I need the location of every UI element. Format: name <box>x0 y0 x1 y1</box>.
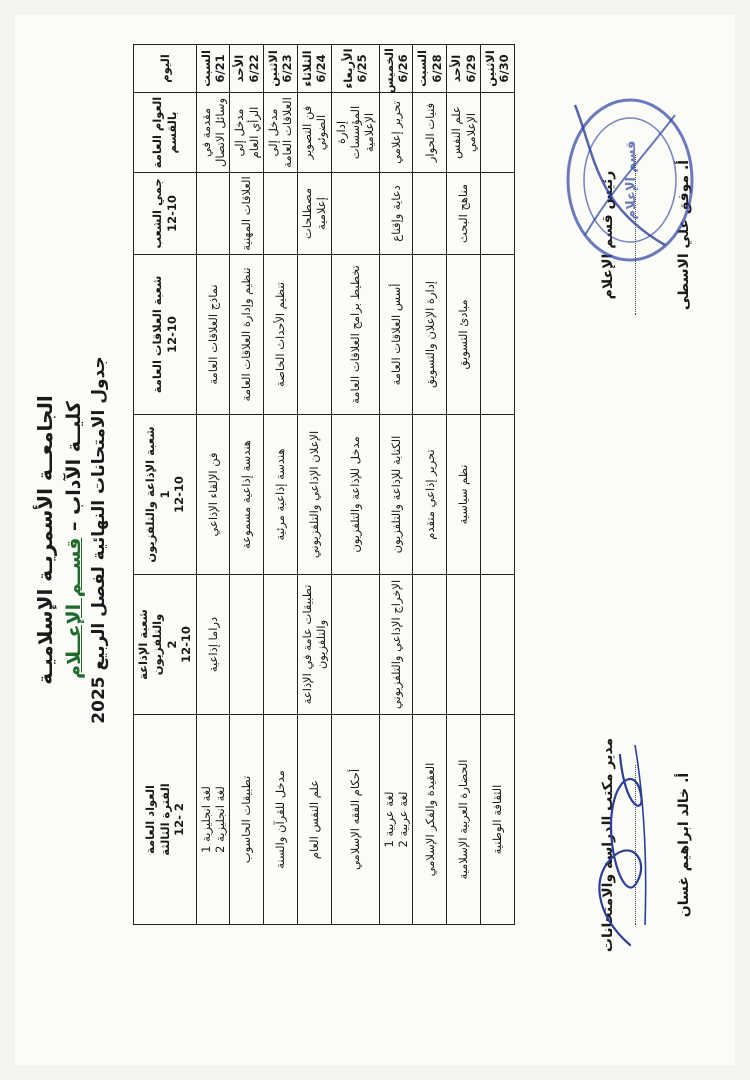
course-cell <box>297 255 331 415</box>
course-cell <box>413 575 447 715</box>
course-cell: مقدمة في وسائل الاتصال <box>196 93 230 173</box>
university-name: الجامعــة الأسمريـة الإسلاميـة <box>33 395 57 685</box>
course-cell: الكتابة للإذاعة والتلفزيون <box>379 415 413 575</box>
stamp-text: قسم الإعلام <box>624 140 639 220</box>
column-header <box>134 575 197 715</box>
department-name: قســم الإعــلام <box>63 537 85 679</box>
day-date: 6/30 <box>497 54 512 83</box>
course-cell <box>413 173 447 255</box>
course-cell <box>447 575 481 715</box>
column-header <box>134 45 197 93</box>
course-cell: مدخل إلى الرأي العام <box>230 93 264 173</box>
course-cell <box>480 415 514 575</box>
column-header-line: 12-10 <box>164 195 179 232</box>
head-title: رئيس قسم الإعلام <box>600 170 616 300</box>
table-body <box>196 45 514 925</box>
director-title: مدير مكتب الدراسة والامتحانات <box>600 737 616 953</box>
department-stamp <box>555 85 705 275</box>
course-cell: هندسة إذاعية مرئية <box>264 415 298 575</box>
column-header-line: العوام العامة <box>150 96 165 169</box>
course-cell: الثقافة الوطنية <box>480 715 514 925</box>
column-header-line: 2 -12 <box>171 803 186 836</box>
course-cell: الإعلان الإذاعي والتلفزيوني <box>297 415 331 575</box>
column-header-line: 12-10 <box>171 476 186 513</box>
column-header-line: 12-10 <box>164 316 179 353</box>
course-cell: علم النفس العام <box>297 715 331 925</box>
course-cell <box>480 575 514 715</box>
course-cell: مدخل للقرآن والسنة <box>264 715 298 925</box>
course-cell: فنيات الحوار <box>413 93 447 173</box>
day-date: 6/24 <box>314 54 329 83</box>
day-cell <box>264 45 298 93</box>
day-cell <box>480 45 514 93</box>
column-header-line: 12-10 <box>179 626 194 663</box>
course-cell: مصطلحات إعلامية <box>297 173 331 255</box>
course-cell: تخطيط برامج العلاقات العامة <box>331 255 379 415</box>
course-cell: دراما إذاعية <box>196 575 230 715</box>
day-name: الاثنين <box>482 50 497 87</box>
day-name: الاثنين <box>266 50 280 87</box>
course-cell <box>331 575 379 715</box>
day-cell <box>413 45 447 93</box>
course-cell: تحرير إعلامي <box>379 93 413 173</box>
day-name: الخميس <box>381 48 396 94</box>
column-header-line: شعبة الإذاعة والتلفزيون <box>136 609 165 680</box>
day-cell <box>379 45 413 93</box>
course-cell: تطبيقات عامة في الإذاعة والتلفزيون <box>297 575 331 715</box>
column-header-line: بالقسم <box>164 111 179 154</box>
table-row <box>480 45 514 925</box>
column-header-line: 1 <box>157 490 172 499</box>
day-name: الأربعاء <box>340 48 355 89</box>
course-cell <box>480 93 514 173</box>
course-cell: الإخراج الإذاعي والتلفزيوني <box>379 575 413 715</box>
course-cell: لغة انجليزية 1 لغة انجليزية 2 <box>196 715 230 925</box>
course-cell <box>264 575 298 715</box>
day-name: الثلاثاء <box>299 50 314 87</box>
course-cell: الحضارة العربية الإسلامية <box>447 715 481 925</box>
day-cell <box>230 45 264 93</box>
course-cell: أحكام الفقه الإسلامي <box>331 715 379 925</box>
course-cell: تنظيم الأحداث الخاصة <box>264 255 298 415</box>
course-cell: العلاقات المهنية <box>230 173 264 255</box>
day-cell <box>447 45 481 93</box>
day-date: 6/21 <box>212 54 227 83</box>
day-date: 6/22 <box>246 54 261 83</box>
table-row <box>196 45 230 925</box>
day-name: السبت <box>198 50 213 87</box>
course-cell <box>331 173 379 255</box>
day-name: الأحد <box>232 54 247 83</box>
course-cell: تطبيقات الحاسوب <box>230 715 264 925</box>
document-title: جدول الامتحانات النهائية لفصل الربيع 2025 <box>89 356 109 724</box>
table-row <box>331 45 379 925</box>
day-cell <box>297 45 331 93</box>
course-cell <box>230 575 264 715</box>
column-header-line: الفترة الثالثة <box>157 783 172 856</box>
day-date: 6/26 <box>396 54 410 83</box>
course-cell: نظم سياسية <box>447 415 481 575</box>
course-cell: إدارة الإعلان والتسويق <box>413 255 447 415</box>
course-cell: علم النفس الإعلامي <box>447 93 481 173</box>
course-cell: فن التصوير الضوئي <box>297 93 331 173</box>
column-header-line: شعبة العلاقات العامة <box>150 275 165 394</box>
column-header-line: العواد العامة <box>143 785 158 854</box>
day-date: 6/25 <box>355 54 370 83</box>
column-header-line: 2 <box>164 640 179 649</box>
course-cell <box>264 173 298 255</box>
column-header <box>134 255 197 415</box>
course-cell: فن الإلقاء الإذاعي <box>196 415 230 575</box>
day-date: 6/23 <box>280 54 295 83</box>
column-header <box>134 715 197 925</box>
column-header-line: شعبة الإذاعة والتلفزيون <box>143 426 158 563</box>
column-header <box>134 173 197 255</box>
day-cell <box>331 45 379 93</box>
faculty-line <box>63 15 85 1065</box>
table-row <box>447 45 481 925</box>
faculty-separator: – <box>63 514 85 538</box>
exam-sheet <box>15 15 735 1065</box>
day-name: الأحد <box>449 54 464 83</box>
course-cell: مدخل للإذاعة والتلفزيون <box>331 415 379 575</box>
table-row <box>230 45 264 925</box>
column-header-line: اليوم <box>157 54 172 83</box>
course-cell: تنظيم وإدارة العلاقات العامة <box>230 255 264 415</box>
course-cell: هندسة إذاعية مسموعة <box>230 415 264 575</box>
day-date: 6/28 <box>429 54 444 83</box>
column-header <box>134 93 197 173</box>
faculty-name: كليــة الآداب <box>63 401 85 515</box>
day-date: 6/29 <box>463 54 478 83</box>
course-cell: العقيدة والفكر الإسلامي <box>413 715 447 925</box>
document-header <box>33 15 109 1065</box>
course-cell: تحرير إذاعي متقدم <box>413 415 447 575</box>
table-row <box>264 45 298 925</box>
table-header-row <box>134 45 197 925</box>
table-row <box>379 45 413 925</box>
course-cell <box>480 255 514 415</box>
handwritten-signature <box>575 725 665 985</box>
column-header-line: جمي الشعب <box>150 178 165 249</box>
course-cell: نماذج العلاقات العامة <box>196 255 230 415</box>
course-cell: دعاية وإقناع <box>379 173 413 255</box>
director-name: أ. خالد ابراهيم غسان <box>676 772 692 918</box>
table-row <box>297 45 331 925</box>
course-cell: مناهج البحث <box>447 173 481 255</box>
day-name: السبت <box>415 50 430 87</box>
table-row <box>413 45 447 925</box>
head-name: أ. موفق علي الاسطى <box>676 159 692 311</box>
course-cell: مبادئ التسويق <box>447 255 481 415</box>
course-cell: لغة عربية 1 لغة عربية 2 <box>379 715 413 925</box>
course-cell <box>480 173 514 255</box>
course-cell: مدخل إلى العلاقات العامة <box>264 93 298 173</box>
course-cell: أسس العلاقات العامة <box>379 255 413 415</box>
course-cell: إدارة المؤسسات الإعلامية <box>331 93 379 173</box>
day-cell <box>196 45 230 93</box>
course-cell <box>196 173 230 255</box>
column-header <box>134 415 197 575</box>
exam-schedule-table <box>133 44 515 925</box>
